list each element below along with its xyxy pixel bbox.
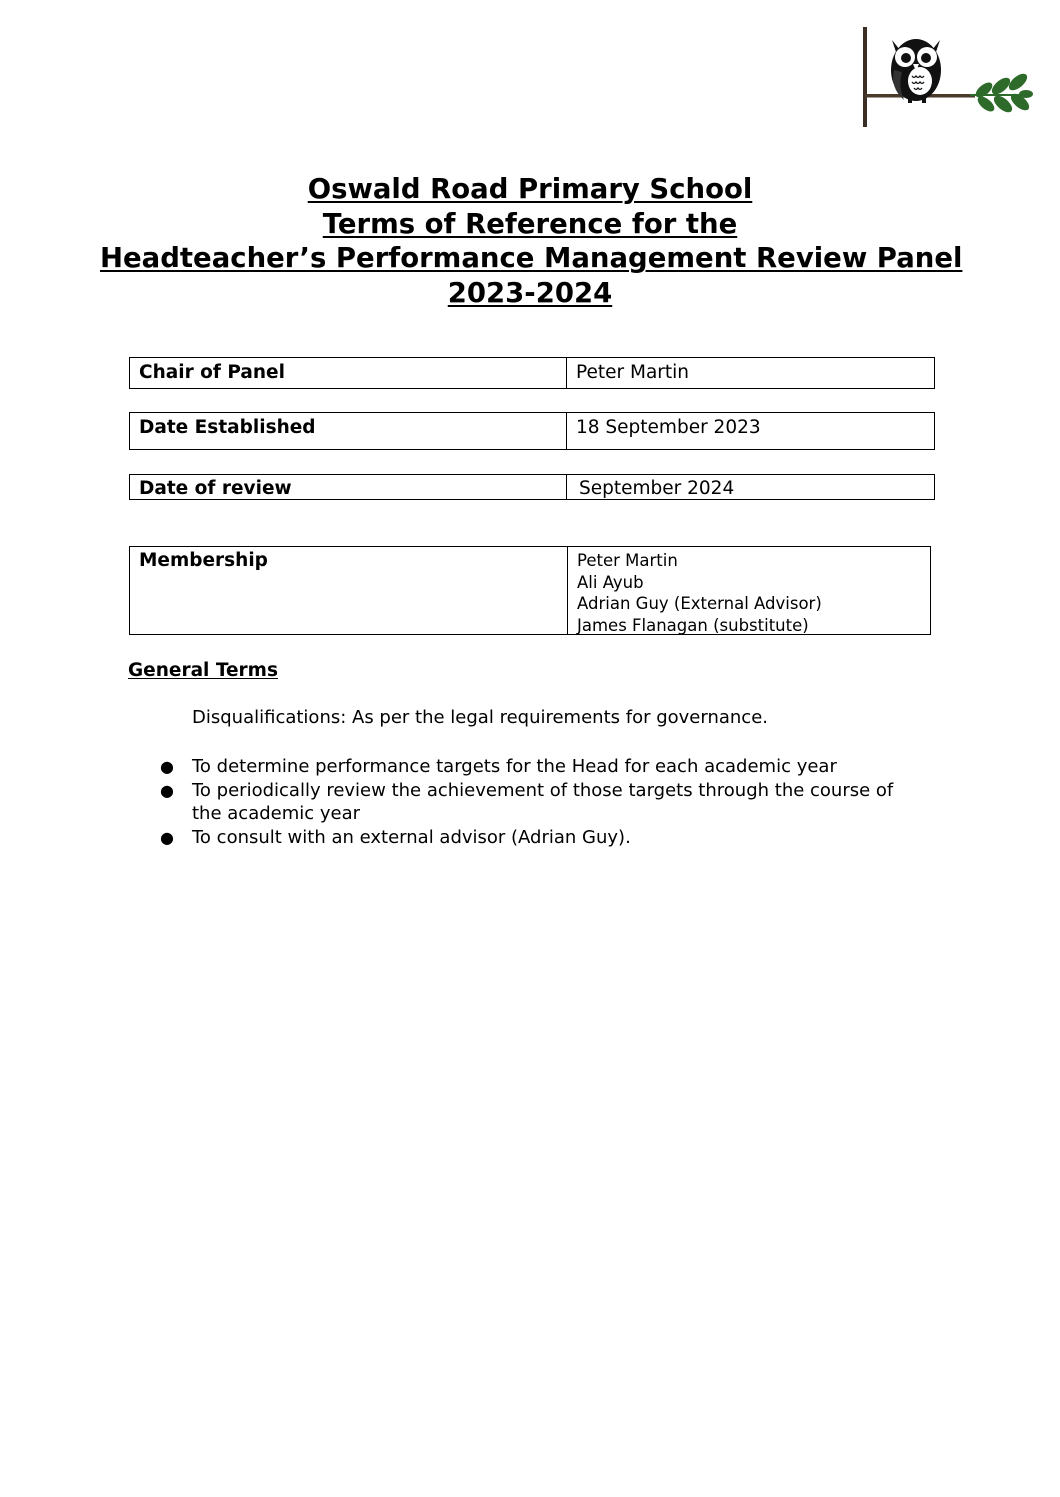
general-terms-list [160,755,920,849]
title-academic-year: 2023-2024 [447,276,613,309]
general-terms-heading: General Terms [128,660,278,681]
list-item [160,779,920,826]
bullet-icon: ● [160,780,174,800]
member-item: Adrian Guy (External Advisor) [577,594,822,613]
list-item [160,755,920,779]
date-of-review-label: Date of review [130,475,567,499]
date-of-review-value: September 2024 [579,478,735,499]
chair-of-panel-row [129,357,935,389]
membership-label: Membership [130,547,568,634]
member-item: Ali Ayub [577,572,644,592]
list-item [160,826,920,850]
membership-list [568,547,930,634]
disqualifications-text: Disqualifications: As per the legal requirements for governance. [192,707,768,728]
owl-on-branch-icon [858,24,1034,132]
date-established-value: 18 September 2023 [576,417,761,438]
list-item-text: To determine performance targets for the Head for each academic year [192,756,837,777]
title-school-name: Oswald Road Primary School [307,173,753,205]
bullet-icon: ● [160,757,174,776]
title-terms-of-reference: Terms of Reference for the [322,207,738,240]
chair-of-panel-value: Peter Martin [576,362,690,383]
membership-row [129,546,931,635]
member-item: James Flanagan (substitute) [577,615,809,634]
member-item: Peter Martin [577,551,678,570]
date-established-row [129,412,935,450]
list-item-text: To periodically review the achievement of those targets through the course of the academic year [192,779,894,824]
list-item-text: To consult with an external advisor (Adrian Guy). [192,826,631,848]
document-title [100,172,963,310]
date-of-review-row [129,474,935,500]
chair-of-panel-label: Chair of Panel [130,358,567,388]
date-established-label: Date Established [130,413,567,449]
bullet-icon: ● [160,827,174,847]
title-panel-name: Headteacher’s Performance Management Review Panel [100,242,963,274]
